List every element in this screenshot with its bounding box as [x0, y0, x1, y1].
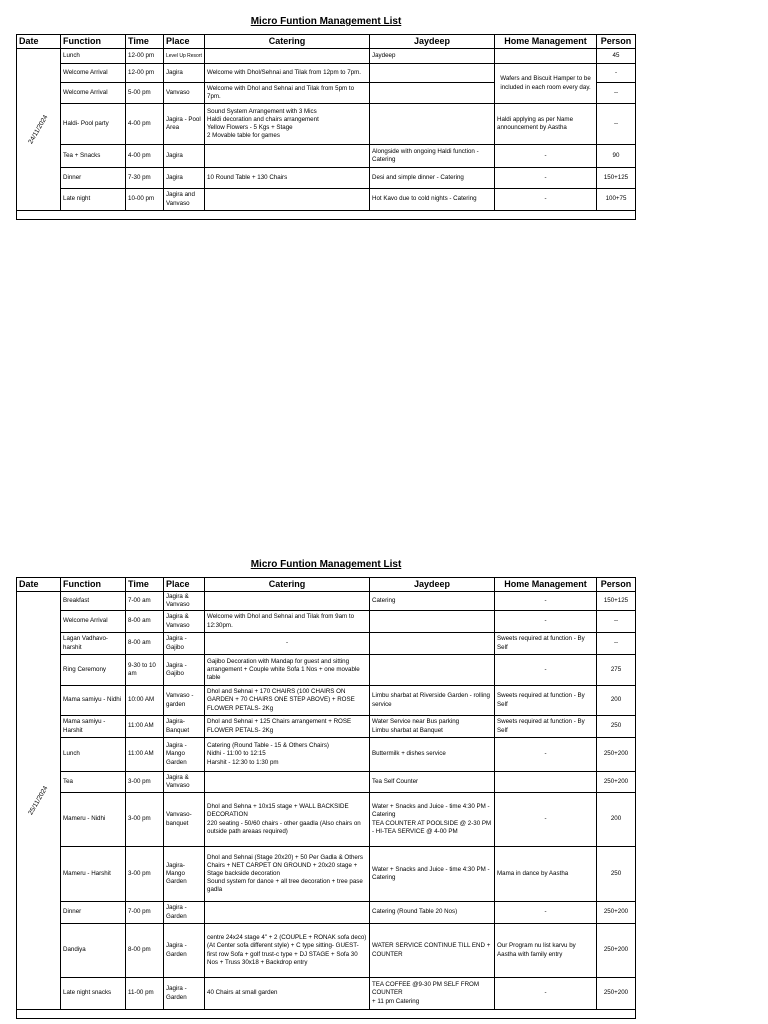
place-cell: Jagira	[164, 64, 205, 83]
header-home-management: Home Management	[495, 35, 597, 49]
place-cell: Jagira - Garden	[164, 924, 205, 978]
catering-cell: Catering (Round Table - 15 & Others Chairs) Nidhi - 11:00 to 12:15 Harshit - 12:30 to 1:30 pm	[205, 738, 370, 772]
header-time: Time	[126, 35, 164, 49]
jaydeep-cell: Jaydeep	[370, 49, 495, 64]
function-cell: Mama samiyu - Harshit	[61, 716, 126, 738]
person-cell: 250	[597, 847, 636, 902]
person-cell: 250+200	[597, 978, 636, 1010]
catering-cell: Dhol and Sehnai + 125 Chairs arrangement + ROSE FLOWER PETALS- 2Kg	[205, 716, 370, 738]
jaydeep-cell: Buttermilk + dishes service	[370, 738, 495, 772]
home-cell: -	[495, 902, 597, 924]
catering-cell	[205, 592, 370, 611]
jaydeep-cell: WATER SERVICE CONTINUE TILL END + COUNTER	[370, 924, 495, 978]
header-row	[17, 578, 636, 592]
header-function: Function	[61, 35, 126, 49]
home-cell: -	[495, 189, 597, 211]
function-cell: Late night snacks	[61, 978, 126, 1010]
header-jaydeep: Jaydeep	[370, 578, 495, 592]
function-cell: Dandiya	[61, 924, 126, 978]
header-place: Place	[164, 35, 205, 49]
table-row	[17, 738, 636, 772]
table-row	[17, 655, 636, 686]
home-cell: -	[495, 592, 597, 611]
place-cell: Jagira - Mango Garden	[164, 738, 205, 772]
catering-cell: centre 24x24 stage 4" + 2 (COUPLE + RONAK sofa deco) (At Center sofa different style) + C type sitting- GUEST- first row Sofa + golf trust-c type + DJ STAGE + Sofa 30 Nos + Truss 30x18 + Backdrop entry	[205, 924, 370, 978]
place-cell: Jagira - Gajibo	[164, 655, 205, 686]
catering-cell: 40 Chairs at small garden	[205, 978, 370, 1010]
jaydeep-cell	[370, 633, 495, 655]
time-cell: 10:00 AM	[126, 686, 164, 716]
catering-cell: Welcome with Dhol/Sehnai and Tilak from 12pm to 7pm.	[205, 64, 370, 83]
home-cell: -	[495, 145, 597, 168]
catering-cell: -	[205, 633, 370, 655]
catering-cell	[205, 772, 370, 793]
jaydeep-cell	[370, 611, 495, 633]
time-cell: 3-00 pm	[126, 847, 164, 902]
time-cell: 11-00 pm	[126, 978, 164, 1010]
place-cell: Jagira - Garden	[164, 978, 205, 1010]
catering-cell	[205, 189, 370, 211]
function-cell: Tea + Snacks	[61, 145, 126, 168]
home-cell: -	[495, 611, 597, 633]
date-cell: 25/11/2024	[17, 592, 61, 1010]
person-cell: 100+75	[597, 189, 636, 211]
home-cell: Sweets required at function - By Self	[495, 716, 597, 738]
page-title: Micro Funtion Management List	[250, 16, 402, 27]
schedule-table-day2	[16, 577, 636, 1019]
place-cell: Level Up Resort	[164, 49, 205, 64]
person-cell: 250+200	[597, 924, 636, 978]
person-cell: --	[597, 611, 636, 633]
table-row	[17, 772, 636, 793]
jaydeep-cell: Desi and simple dinner - Catering	[370, 168, 495, 189]
time-cell: 11:00 AM	[126, 716, 164, 738]
person-cell: -	[597, 64, 636, 83]
header-catering: Catering	[205, 35, 370, 49]
home-cell: -	[495, 978, 597, 1010]
time-cell: 9-30 to 10 am	[126, 655, 164, 686]
header-time: Time	[126, 578, 164, 592]
jaydeep-cell	[370, 64, 495, 83]
time-cell: 4-00 pm	[126, 145, 164, 168]
place-cell: Jagira & Vanvaso	[164, 772, 205, 793]
home-cell: -	[495, 793, 597, 847]
home-cell: -	[495, 168, 597, 189]
time-cell: 8-00 am	[126, 633, 164, 655]
blank-row	[17, 1010, 636, 1019]
jaydeep-cell	[370, 655, 495, 686]
function-cell: Mameru - Nidhi	[61, 793, 126, 847]
jaydeep-cell: Catering	[370, 592, 495, 611]
table-row	[17, 611, 636, 633]
home-cell: Wafers and Biscuit Hamper to be included in each room every day.	[495, 64, 597, 104]
header-place: Place	[164, 578, 205, 592]
time-cell: 4-00 pm	[126, 104, 164, 145]
person-cell: 45	[597, 49, 636, 64]
person-cell: 200	[597, 793, 636, 847]
catering-cell: Sound System Arrangement with 3 Mics Haldi decoration and chairs arrangement Yellow Flowers - 5 Kgs + Stage 2 Movable table for games	[205, 104, 370, 145]
time-cell: 8-00 am	[126, 611, 164, 633]
table-row	[17, 104, 636, 145]
table-row	[17, 592, 636, 611]
jaydeep-cell	[370, 104, 495, 145]
header-date: Date	[17, 35, 61, 49]
jaydeep-cell: TEA COFFEE @9-30 PM SELF FROM COUNTER + 11 pm Catering	[370, 978, 495, 1010]
catering-cell: Welcome with Dhol and Sehnai and Tilak from 5pm to 7pm.	[205, 83, 370, 104]
function-cell: Dinner	[61, 168, 126, 189]
header-catering: Catering	[205, 578, 370, 592]
time-cell: 3-00 pm	[126, 772, 164, 793]
table-row	[17, 49, 636, 64]
table-row	[17, 64, 636, 83]
person-cell: 150+125	[597, 168, 636, 189]
jaydeep-cell: Limbu sharbat at Riverside Garden - rolling service	[370, 686, 495, 716]
time-cell: 3-00 pm	[126, 793, 164, 847]
person-cell: 250	[597, 716, 636, 738]
header-home-management: Home Management	[495, 578, 597, 592]
place-cell: Jagira- Banquet	[164, 716, 205, 738]
table-row	[17, 145, 636, 168]
header-jaydeep: Jaydeep	[370, 35, 495, 49]
place-cell: Vanvaso - garden	[164, 686, 205, 716]
person-cell: 150+125	[597, 592, 636, 611]
function-cell: Mama samiyu - Nidhi	[61, 686, 126, 716]
home-cell: Sweets required at function - By Self	[495, 633, 597, 655]
place-cell: Jagira and Vanvaso	[164, 189, 205, 211]
function-cell: Ring Ceremony	[61, 655, 126, 686]
blank-row	[17, 211, 636, 220]
catering-cell	[205, 49, 370, 64]
jaydeep-cell	[370, 83, 495, 104]
function-cell: Welcome Arrival	[61, 611, 126, 633]
person-cell: 200	[597, 686, 636, 716]
catering-cell: Dhol and Sehnai (Stage 20x20) + 50 Per Gadla & Others Chairs + NET CARPET ON GROUND + 20x20 stage + Stage backside decoration Sound system for dance + all tree decoration + tree pase gadla	[205, 847, 370, 902]
table-row	[17, 686, 636, 716]
home-cell: Our Program nu list karvu by Aastha with family entry	[495, 924, 597, 978]
table-row	[17, 633, 636, 655]
function-cell: Welcome Arrival	[61, 83, 126, 104]
function-cell: Mameru - Harshit	[61, 847, 126, 902]
time-cell: 12-00 pm	[126, 49, 164, 64]
time-cell: 7-30 pm	[126, 168, 164, 189]
table-row	[17, 978, 636, 1010]
table-row	[17, 793, 636, 847]
function-cell: Dinner	[61, 902, 126, 924]
person-cell: 275	[597, 655, 636, 686]
place-cell: Jagira & Vanvaso	[164, 592, 205, 611]
table-row	[17, 189, 636, 211]
table-row	[17, 902, 636, 924]
function-cell: Welcome Arrival	[61, 64, 126, 83]
function-cell: Haldi- Pool party	[61, 104, 126, 145]
time-cell: 10-00 pm	[126, 189, 164, 211]
header-function: Function	[61, 578, 126, 592]
table-row	[17, 924, 636, 978]
function-cell: Tea	[61, 772, 126, 793]
place-cell: Jagira - Pool Area	[164, 104, 205, 145]
catering-cell: Gajibo Decoration with Mandap for guest and sitting arrangement + Couple white Sofa 1 Nos + one movable table	[205, 655, 370, 686]
time-cell: 5-00 pm	[126, 83, 164, 104]
catering-cell: Dhol and Sehna + 10x15 stage + WALL BACKSIDE DECORATION 220 seating - 50/60 chairs - other gaadla (Also chairs on outside path areaas required)	[205, 793, 370, 847]
time-cell: 7-00 am	[126, 592, 164, 611]
header-date: Date	[17, 578, 61, 592]
time-cell: 11:00 AM	[126, 738, 164, 772]
function-cell: Lunch	[61, 738, 126, 772]
table-row	[17, 168, 636, 189]
person-cell: --	[597, 104, 636, 145]
catering-cell	[205, 902, 370, 924]
place-cell: Jagira- Mango Garden	[164, 847, 205, 902]
home-cell: Mama in dance by Aastha	[495, 847, 597, 902]
home-cell	[495, 772, 597, 793]
table-row	[17, 847, 636, 902]
home-cell: Haldi applying as per Name announcement by Aastha	[495, 104, 597, 145]
catering-cell: 10 Round Table + 130 Chairs	[205, 168, 370, 189]
function-cell: Breakfast	[61, 592, 126, 611]
header-row	[17, 35, 636, 49]
home-cell	[495, 49, 597, 64]
function-cell: Lunch	[61, 49, 126, 64]
person-cell: --	[597, 83, 636, 104]
place-cell: Jagira - Gajibo	[164, 633, 205, 655]
jaydeep-cell: Tea Self Counter	[370, 772, 495, 793]
page-title: Micro Funtion Management List	[250, 559, 402, 570]
home-cell: -	[495, 655, 597, 686]
place-cell: Jagira	[164, 168, 205, 189]
date-cell: 24/11/2024	[17, 49, 61, 211]
home-cell: Sweets required at function - By Self	[495, 686, 597, 716]
place-cell: Jagira	[164, 145, 205, 168]
place-cell: Jagira & Vanvaso	[164, 611, 205, 633]
place-cell: Vanvaso- banquet	[164, 793, 205, 847]
jaydeep-cell: Water Service near Bus parking Limbu sharbat at Banquet	[370, 716, 495, 738]
person-cell: 250+200	[597, 772, 636, 793]
person-cell: 250+200	[597, 902, 636, 924]
jaydeep-cell: Alongside with ongoing Haldi function - Catering	[370, 145, 495, 168]
table-row	[17, 716, 636, 738]
person-cell: 250+200	[597, 738, 636, 772]
place-cell: Vanvaso	[164, 83, 205, 104]
jaydeep-cell: Catering (Round Table 20 Nos)	[370, 902, 495, 924]
header-person: Person	[597, 578, 636, 592]
jaydeep-cell: Water + Snacks and Juice - time 4:30 PM - Catering	[370, 847, 495, 902]
time-cell: 12-00 pm	[126, 64, 164, 83]
home-cell: -	[495, 738, 597, 772]
place-cell: Jagira - Garden	[164, 902, 205, 924]
time-cell: 7-00 pm	[126, 902, 164, 924]
function-cell: Lagan Vadhavo- harshit	[61, 633, 126, 655]
person-cell: --	[597, 633, 636, 655]
schedule-table-day1	[16, 34, 636, 220]
header-person: Person	[597, 35, 636, 49]
jaydeep-cell: Hot Kavo due to cold nights - Catering	[370, 189, 495, 211]
jaydeep-cell: Water + Snacks and Juice - time 4:30 PM - Catering TEA COUNTER AT POOLSIDE @ 2-30 PM - HI-TEA SERVICE @ 4-00 PM	[370, 793, 495, 847]
catering-cell: Welcome with Dhol and Sehnai and Tilak from 9am to 12:30pm.	[205, 611, 370, 633]
time-cell: 8-00 pm	[126, 924, 164, 978]
catering-cell	[205, 145, 370, 168]
function-cell: Late night	[61, 189, 126, 211]
catering-cell: Dhol and Sehnai + 170 CHAIRS (100 CHAIRS ON GARDEN + 70 CHAIRS ONE STEP ABOVE) + ROSE FLOWER PETALS- 2Kg	[205, 686, 370, 716]
person-cell: 90	[597, 145, 636, 168]
